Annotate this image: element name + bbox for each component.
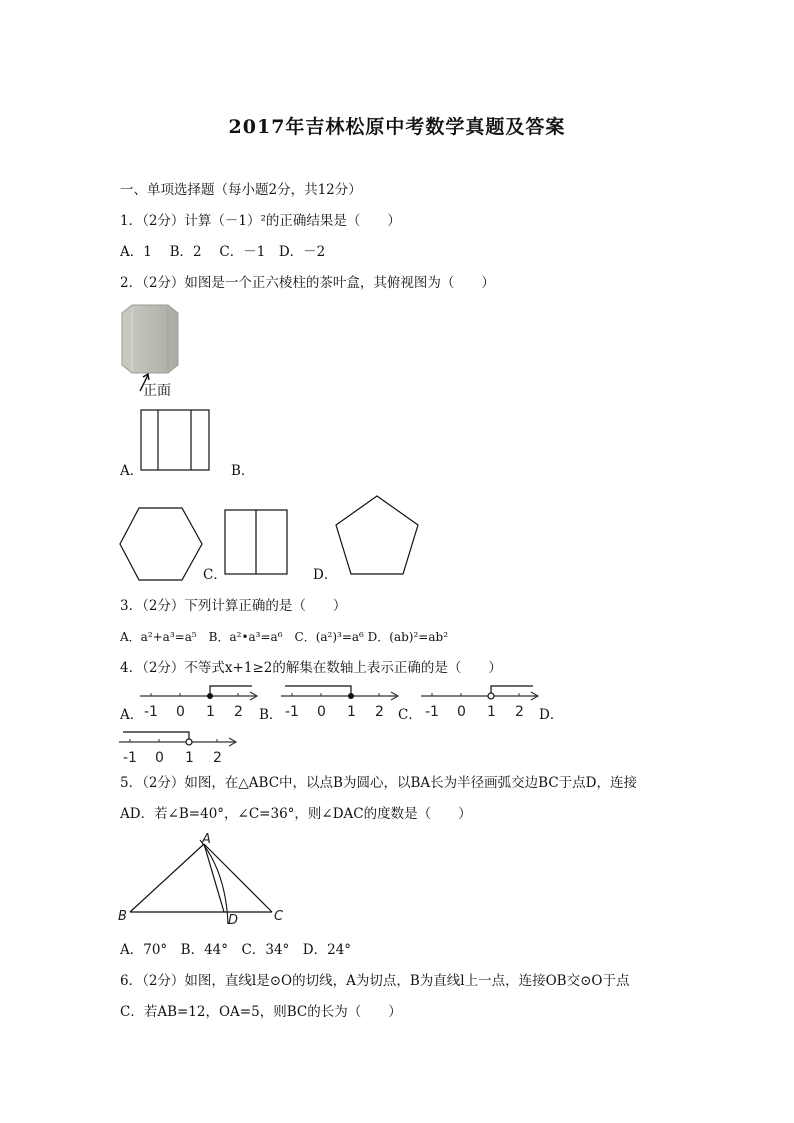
q2-stem: 2．（2分）如图是一个正六棱柱的茶叶盒，其俯视图为（ ）	[120, 275, 495, 291]
vertex-label-c: C	[274, 909, 284, 924]
page-title: 2017年吉林松原中考数学真题及答案	[228, 116, 566, 138]
q3-stem: 3．（2分）下列计算正确的是（ ）	[120, 598, 347, 614]
q2-option-c-figure	[224, 509, 288, 575]
q4-stem: 4．（2分）不等式x+1≥2的解集在数轴上表示正确的是（ ）	[120, 660, 502, 676]
q6-stem-line2: C．若AB=12，OA=5，则BC的长为（ ）	[120, 1004, 402, 1020]
number-line-d	[117, 732, 241, 766]
q4-label-a: A．	[120, 707, 144, 723]
tick-label: 0	[457, 704, 466, 720]
tick-label: 2	[213, 750, 222, 766]
vertex-label-a: A	[202, 832, 211, 847]
q2-label-d: D．	[313, 567, 338, 583]
tick-label: 0	[317, 704, 326, 720]
tick-label: 1	[347, 704, 356, 720]
tick-label: 0	[155, 750, 164, 766]
triangle-figure	[114, 832, 294, 928]
q2-option-a-figure	[140, 409, 210, 471]
tick-label: -1	[144, 704, 158, 720]
tick-label: -1	[123, 750, 137, 766]
tick-label: 2	[515, 704, 524, 720]
q5-options: A．70° B．44° C．34° D．24°	[120, 942, 352, 958]
q2-label-a: A．	[120, 463, 144, 479]
q1-options: A．1 B．2 C．－1 D．－2	[120, 244, 326, 260]
q4-label-c: C．	[398, 707, 422, 723]
q6-stem-line1: 6．（2分）如图，直线l是⊙O的切线，A为切点，B为直线l上一点，连接OB交⊙O于点	[120, 973, 630, 989]
number-line-b	[279, 686, 403, 720]
q2-label-b: B．	[231, 463, 255, 479]
vertex-label-d: D	[228, 913, 239, 928]
tick-label: 1	[487, 704, 496, 720]
tick-label: -1	[425, 704, 439, 720]
tick-label: 2	[375, 704, 384, 720]
q2-option-d-pentagon	[334, 494, 420, 576]
number-line-c	[419, 686, 543, 720]
q4-label-d: D．	[539, 707, 564, 723]
number-line-a	[138, 686, 262, 720]
front-label: 正面	[143, 383, 171, 399]
q2-label-c: C．	[203, 567, 227, 583]
q5-stem-line1: 5．（2分）如图，在△ABC中，以点B为圆心，以BA长为半径画弧交边BC于点D，连接	[120, 775, 637, 791]
tick-label: 1	[206, 704, 215, 720]
tick-label: 0	[176, 704, 185, 720]
q5-stem-line2: AD．若∠B=40°，∠C=36°，则∠DAC的度数是（ ）	[120, 806, 472, 822]
tick-label: -1	[285, 704, 299, 720]
section-heading: 一、单项选择题（每小题2分，共12分）	[120, 182, 362, 198]
vertex-label-b: B	[118, 909, 127, 924]
q4-label-b: B．	[259, 707, 283, 723]
q2-option-b-hexagon	[118, 506, 204, 582]
q1-stem: 1．（2分）计算（－1）²的正确结果是（ ）	[120, 213, 401, 229]
q3-options: A．a²+a³=a⁵ B．a²•a³=a⁶ C．(a²)³=a⁶ D．(ab)²=ab²	[120, 630, 449, 644]
tick-label: 2	[234, 704, 243, 720]
tick-label: 1	[185, 750, 194, 766]
